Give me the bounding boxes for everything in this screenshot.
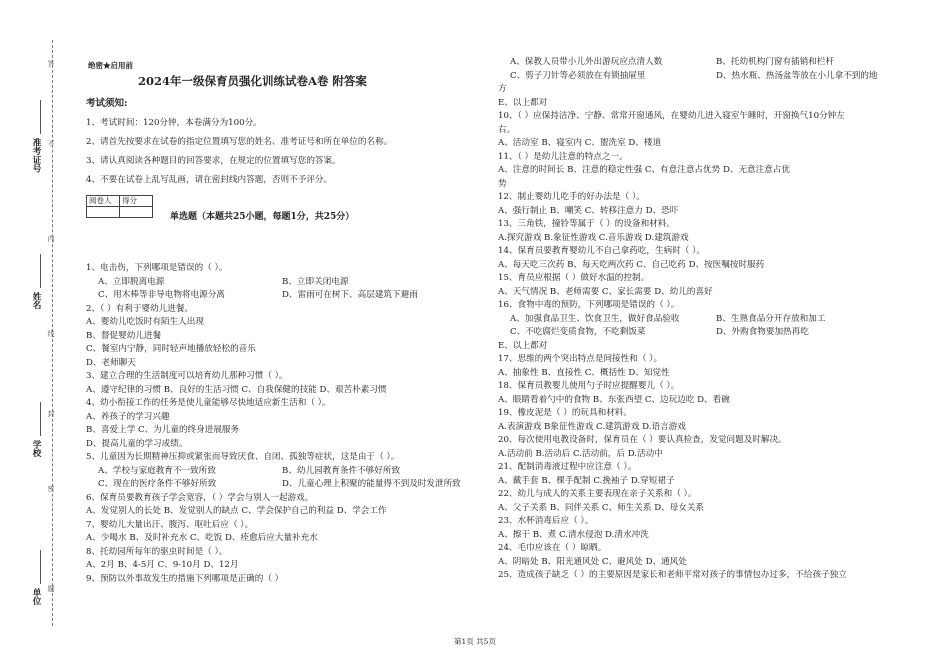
option-text: A、学校与家庭教育不一致所致 <box>98 465 216 476</box>
question-text: A、养孩子的学习兴趣 <box>86 411 170 422</box>
question-text: 11、（ ）是幼儿注意的特点之一。 <box>498 151 628 162</box>
question-line <box>498 448 908 462</box>
question-line <box>86 505 486 519</box>
question-line <box>498 515 908 529</box>
question-line <box>86 546 486 560</box>
question-line <box>86 289 486 303</box>
option-text: C、不吃腐烂变质食物，不吃剩饭菜 <box>510 327 646 337</box>
seal-line-mark: 答 <box>47 60 55 67</box>
question-text: A.探究游戏 B.象征性游戏 C.音乐游戏 D.建筑游戏 <box>498 232 689 243</box>
question-text: E、以上都对 <box>498 97 548 108</box>
question-line <box>498 124 908 138</box>
question-text: A、戴手套 B、棵手配制 C.挽袖子 D.穿短裙子 <box>498 475 675 486</box>
binding-field-label: 姓名 <box>31 292 41 310</box>
seal-line-mark: 密 <box>47 485 55 492</box>
notice-heading: 考试须知: <box>86 98 128 109</box>
question-line <box>498 205 908 219</box>
seal-line-mark: 不 <box>47 140 55 147</box>
question-text: C、餐室内宁静，同时轻声地播放轻松的音乐 <box>86 344 256 354</box>
question-text: 4、幼小衔接工作的任务是使儿童能够尽快地适应新生活和（ ）。 <box>86 398 331 408</box>
notice-item: 4、不要在试卷上乱写乱画，请在密封线内答题，否则不予评分。 <box>86 175 333 185</box>
question-line <box>498 70 908 84</box>
seal-line-mark: 题 <box>47 585 55 592</box>
question-line <box>498 367 908 381</box>
question-line <box>86 438 486 452</box>
option-text: C、现在的医疗条件不够好所致 <box>98 479 217 489</box>
question-text: A、婴幼儿吃饭时有陌生人出现 <box>86 317 204 327</box>
question-text: 1、电击伤，下列哪项是错误的（ ）。 <box>86 263 228 273</box>
question-text: 23、水杯消毒后应（ ）。 <box>498 516 594 526</box>
question-line <box>86 478 486 492</box>
secret-label: 绝密★启用前 <box>88 61 133 70</box>
question-line <box>498 461 908 475</box>
question-text: A、注意的时间长 B、注意的稳定性强 C、有意注意占优势 D、无意注意占优 <box>498 165 790 175</box>
question-line <box>498 299 908 313</box>
questions-right-column <box>498 56 908 583</box>
question-line <box>86 357 486 371</box>
question-line <box>498 232 908 246</box>
question-line <box>498 191 908 205</box>
question-line <box>498 394 908 408</box>
question-line <box>86 370 486 384</box>
binding-field-line[interactable] <box>40 550 41 584</box>
question-line <box>498 569 908 583</box>
notice-item: 1、考试时间：120分钟，本卷满分为100分。 <box>86 118 262 128</box>
question-text: A、抽象性 B、直接性 C、概括性 D、知觉性 <box>498 367 670 378</box>
option-text: D、雷雨可在树下、高层建筑下避雨 <box>282 290 418 300</box>
question-text: 19、橡皮泥是（ ）的玩具和材料。 <box>498 408 632 418</box>
question-text: A.表演游戏 B象征性游戏 C.建筑游戏 D.语言游戏 <box>498 421 686 432</box>
question-line <box>498 259 908 273</box>
question-text: 21、配制消毒液过程中应注意（ ）。 <box>498 462 637 472</box>
question-line <box>86 330 486 344</box>
question-text: B、喜爱上学 C、为儿童的终身进展服务 <box>86 425 240 435</box>
question-text: A、每天吃三次药 B、每天吃两次药 C、自己吃药 D、按医嘱按时服药 <box>498 259 765 270</box>
question-line <box>498 475 908 489</box>
binding-field-line[interactable] <box>40 402 41 436</box>
seal-line-mark: 线 <box>47 330 55 337</box>
question-line <box>498 56 908 70</box>
option-text: A、保教人员带小儿外出游玩应点清人数 <box>510 57 663 67</box>
question-line <box>86 465 486 479</box>
question-text: 14、保育员要教育婴幼儿不自己拿药吃，生病时（ ）。 <box>498 246 706 256</box>
question-line <box>86 519 486 533</box>
question-text: 24、毛巾应该在（ ）晾晒。 <box>498 543 607 553</box>
option-text: B、立即关闭电源 <box>282 276 349 287</box>
question-line <box>498 326 908 340</box>
question-text: 15、育员应根据（ ）做好水温的控制。 <box>498 273 650 283</box>
question-line <box>86 492 486 506</box>
question-text: 25、造成孩子缺乏（ ）的主要原因是家长和老师平常对孩子的事情包办过多，不给孩子独立 <box>498 570 847 580</box>
seal-line-mark: 内 <box>47 235 55 242</box>
question-text: 17、思维的两个突出特点是间接性和（ ）。 <box>498 354 663 364</box>
question-text: B、督促婴幼儿进餐 <box>86 330 162 341</box>
question-text: 方 <box>498 84 507 94</box>
question-text: 3、建立合理的生活制度可以培育幼儿那种习惯（ ）。 <box>86 371 288 381</box>
question-text: 势 <box>498 178 507 189</box>
question-line <box>498 97 908 111</box>
question-text: A、2月 B、4-5月 C、9-10月 D、12月 <box>86 560 239 570</box>
question-line <box>86 343 486 357</box>
question-line <box>498 313 908 327</box>
question-line <box>86 384 486 398</box>
question-text: 6、保育员要教育孩子学会宽容，（ ）学会与别人一起游戏。 <box>86 492 314 503</box>
question-line <box>498 434 908 448</box>
binding-field-line[interactable] <box>40 254 41 288</box>
option-text: A、立即脱离电源 <box>98 276 165 287</box>
question-line <box>498 218 908 232</box>
question-text: A、眼睛看着勺中的食物 B、东张西望 C、边玩边吃 D、看碗 <box>498 394 730 405</box>
question-text: 22、幼儿与成人的关系主要表现在亲子关系和（ ）。 <box>498 489 697 499</box>
question-line <box>86 276 486 290</box>
question-text: 12、制止婴幼儿吃手的好办法是（ ）。 <box>498 192 645 202</box>
question-line <box>86 262 486 276</box>
question-text: 7、婴幼儿大量出汗、腹泻、呕吐后应（ ）。 <box>86 519 254 530</box>
question-line <box>498 164 908 178</box>
binding-field-label: 单位 <box>31 588 41 606</box>
option-text: D、热水瓶、热汤盆等放在小儿拿不到的地 <box>716 70 878 81</box>
question-text: A.活动前 B.活动后 C.活动前，后 D.活动中 <box>498 448 663 459</box>
question-line <box>498 353 908 367</box>
question-line <box>498 380 908 394</box>
question-line <box>498 340 908 354</box>
question-text: 10、（ ）应保持洁净、宁静、常常开窗通风，在婴幼儿进入寝室午睡时，开窗换气10分钟左 <box>498 111 845 121</box>
score-table-reviewer-cell[interactable] <box>87 207 120 218</box>
question-line <box>498 407 908 421</box>
question-line <box>498 245 908 259</box>
question-text: A、擦干 B、煮 C.清水侵泡 D.清水冲洗 <box>498 529 649 540</box>
question-line <box>498 83 908 97</box>
section-title: 单选题（本题共25小题，每题1分，共25分） <box>170 212 355 222</box>
page-title: 2024年一级保育员强化训练试卷A卷 附答案 <box>138 74 367 88</box>
question-text: A、发觉别人的长处 B、发觉别人的缺点 C、学会保护自己的利益 D、学会工作 <box>86 506 387 516</box>
question-text: 18、保育员教婴儿使用勺子时应提醒婴儿（ ）。 <box>498 381 680 391</box>
question-text: 20、每次使用电教设备时，保育员在（ ）要认真检查，发觉问题及时解决。 <box>498 435 787 445</box>
question-text: 5、儿童因为长期精神压抑或紧张而导致厌食、自闭、孤独等症状，这是由于（ ）。 <box>86 452 400 462</box>
question-line <box>498 542 908 556</box>
question-text: A、遵守纪律的习惯 B、良好的生活习惯 C、自我保健的技能 D、艰苦朴素习惯 <box>86 384 387 395</box>
question-line <box>86 424 486 438</box>
question-text: E、以上都对 <box>498 340 548 351</box>
question-line <box>86 559 486 573</box>
question-line <box>498 421 908 435</box>
question-line <box>86 316 486 330</box>
question-line <box>498 502 908 516</box>
score-table <box>86 195 153 218</box>
option-text: D、外购食物要加热再吃 <box>716 327 809 337</box>
question-line <box>498 137 908 151</box>
question-text: 9、预防以外事故发生的措施下列哪项是正确的（ ） <box>86 573 284 584</box>
binding-field-line[interactable] <box>40 100 41 134</box>
option-text: B、托幼机构门窗有插销和栏杆 <box>716 57 835 67</box>
binding-field-label: 学校 <box>31 440 41 458</box>
question-text: A、少喝水 B、及时补充水 C、吃饭 D、痊愈后应大量补充水 <box>86 533 318 543</box>
option-text: B、生熟食品分开存放和加工 <box>716 313 826 324</box>
score-table-reviewer-label: 阅卷人 <box>87 196 120 207</box>
question-line <box>86 451 486 465</box>
question-text: 2、（ ）有利于婴幼儿进餐。 <box>86 303 194 314</box>
option-text: C、用木棒等非导电物将电源分离 <box>98 290 225 300</box>
question-line <box>86 411 486 425</box>
question-line <box>498 151 908 165</box>
question-text: A、天气情况 B、老师需要 C、家长需要 D、幼儿的喜好 <box>498 286 713 297</box>
question-text: A、活动室 B、寝室内 C、盥洗室 D、楼道 <box>498 138 662 148</box>
option-text: B、幼儿园教育条件不够好所致 <box>282 465 401 476</box>
notice-item: 3、请认真阅读各种题目的回答要求，在规定的位置填写您的答案。 <box>86 156 341 166</box>
question-text: 右。 <box>498 124 516 135</box>
page-number: 第1页 共5页 <box>454 637 496 646</box>
question-text: A、父子关系 B、同伴关系 C、师生关系 D、母女关系 <box>498 502 705 513</box>
binding-field-label: 准考证号 <box>31 138 41 173</box>
question-line <box>498 272 908 286</box>
option-text: A、加强食品卫生、饮食卫生，做好食品验收 <box>510 313 680 324</box>
question-text: D、老师聊天 <box>86 357 136 368</box>
option-text: D、儿童心理上积聚的能量得不到及时发泄所致 <box>282 479 461 489</box>
question-line <box>498 488 908 502</box>
question-line <box>498 110 908 124</box>
notice-item: 2、请首先按要求在试卷的指定位置填写您的姓名、准考证号和所在单位的名称。 <box>86 137 393 147</box>
question-line <box>498 556 908 570</box>
question-line <box>86 397 486 411</box>
question-line <box>86 303 486 317</box>
question-line <box>498 178 908 192</box>
questions-left-column <box>86 262 486 586</box>
question-text: D、提高儿童的学习成绩。 <box>86 438 188 449</box>
question-text: 16、食物中毒的预防，下列哪项是错误的（ ）。 <box>498 300 680 310</box>
question-line <box>498 529 908 543</box>
question-text: 8、托幼园所每年的驱虫时间是（ ）。 <box>86 546 228 557</box>
question-line <box>86 573 486 587</box>
seal-line-mark: 封 <box>47 410 55 417</box>
question-line <box>86 532 486 546</box>
score-table-score-cell[interactable] <box>120 207 153 218</box>
score-table-score-label: 得分 <box>120 196 153 207</box>
question-text: A、阴暗处 B、阳光通风处 C、避风处 D、通风处 <box>498 556 687 567</box>
option-text: C、剪子刀针等必须放在有锁抽屉里 <box>510 70 646 81</box>
question-text: 13、三角铁，撞铃等属于（ ）的设备和材料。 <box>498 219 675 229</box>
question-line <box>498 286 908 300</box>
question-text: A、强行制止 B、嘲笑 C、转移注意力 D、恐吓 <box>498 205 679 216</box>
